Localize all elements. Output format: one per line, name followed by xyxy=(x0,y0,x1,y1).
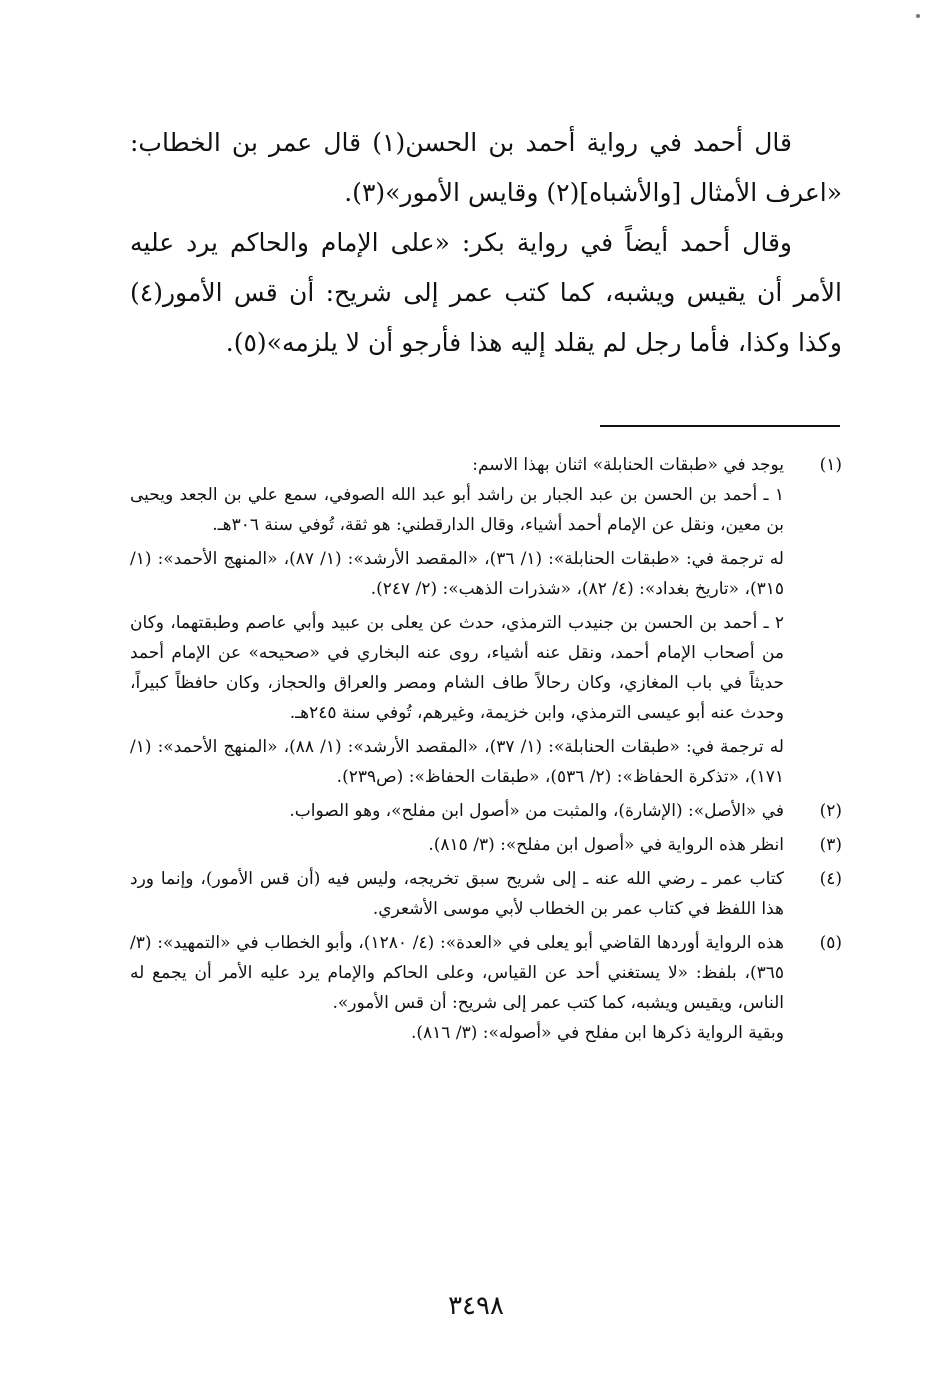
footnote-text: وبقية الرواية ذكرها ابن مفلح في «أصوله»: (٣/ ٨١٦). xyxy=(411,1023,784,1043)
footnote-text: في «الأصل»: (الإشارة)، والمثبت من «أصول ابن مفلح»، وهو الصواب. xyxy=(289,801,784,821)
scan-mark xyxy=(916,14,920,18)
footnote-number: (٥) xyxy=(819,933,842,953)
main-paragraph: وقال أحمد أيضاً في رواية بكر: «على الإمام والحاكم يرد عليه الأمر أن يقيس ويشبه، كما كتب عمر إلى شريح: أن قس الأمور(٤) وكذا وكذا، فأما رجل لم يقلد إليه هذا فأرجو أن لا يلزمه»(٥). xyxy=(130,228,842,357)
footnote-number: (٤) xyxy=(819,869,842,889)
footnote-divider xyxy=(600,425,840,427)
footnote-3 xyxy=(130,830,842,860)
footnote-text: هذه الرواية أوردها القاضي أبو يعلى في «العدة»: (٤/ ١٢٨٠)، وأبو الخطاب في «التمهيد»: (٣/ ٣٦٥)، بلفظ: «لا يستغني أحد عن القياس، وعلى الحاكم والإمام يرد عليه الأمر أن يجمع له الناس، ويقيس ويشبه، كما كتب عمر إلى شريح: أن قس الأمور». xyxy=(130,933,784,1013)
footnote-text: انظر هذه الرواية في «أصول ابن مفلح»: (٣/ ٨١٥). xyxy=(428,835,784,855)
footnote-text: له ترجمة في: «طبقات الحنابلة»: (١/ ٣٦)، «المقصد الأرشد»: (١/ ٨٧)، «المنهج الأحمد»: (١/ ٣١٥)، «تاريخ بغداد»: (٤/ ٨٢)، «شذرات الذهب»: (٢/ ٢٤٧). xyxy=(130,549,784,599)
footnote-1 xyxy=(130,450,842,792)
footnote-number: (٣) xyxy=(819,835,842,855)
footnote-number: (١) xyxy=(819,455,842,475)
footnotes xyxy=(130,450,842,1048)
footnote-text: يوجد في «طبقات الحنابلة» اثنان بهذا الاسم: xyxy=(472,455,784,475)
footnote-5 xyxy=(130,928,842,1048)
main-paragraph: قال أحمد في رواية أحمد بن الحسن(١) قال عمر بن الخطاب: «اعرف الأمثال [والأشباه](٢) وقايس الأمور»(٣). xyxy=(130,128,842,207)
footnote-text: ٢ ـ أحمد بن الحسن بن جنيدب الترمذي، حدث عن يعلى بن عبيد وأبي عاصم وطبقتهما، وكان من أصحاب الإمام أحمد، ونقل عنه أشياء، روى عنه البخاري في «صحيحه» عن الإمام أحمد حديثاً في باب المغازي، وكان رحالاً طاف الشام ومصر والعراق والحجاز، وكان حافظاً كبيراً، وحدث عنه أبو عيسى الترمذي، وابن خزيمة، وغيرهم، تُوفي سنة ٢٤٥هـ. xyxy=(130,613,784,723)
footnote-2 xyxy=(130,796,842,826)
footnote-number: (٢) xyxy=(819,801,842,821)
footnote-text: ١ ـ أحمد بن الحسن بن عبد الجبار بن راشد أبو عبد الله الصوفي، سمع علي بن الجعد ويحيى بن معين، ونقل عن الإمام أحمد أشياء، وقال الدارقطني: هو ثقة، تُوفي سنة ٣٠٦هـ. xyxy=(130,485,784,535)
footnote-text: له ترجمة في: «طبقات الحنابلة»: (١/ ٣٧)، «المقصد الأرشد»: (١/ ٨٨)، «المنهج الأحمد»: (١/ ١٧١)، «تذكرة الحفاظ»: (٢/ ٥٣٦)، «طبقات الحفاظ»: (ص٢٣٩). xyxy=(130,737,784,787)
footnote-text: كتاب عمر ـ رضي الله عنه ـ إلى شريح سبق تخريجه، وليس فيه (أن قس الأمور)، وإنما ورد هذا اللفظ في كتاب عمر بن الخطاب لأبي موسى الأشعري. xyxy=(130,869,784,919)
main-text xyxy=(130,118,842,368)
page-number: ٣٤٩٨ xyxy=(448,1291,504,1321)
footnote-4 xyxy=(130,864,842,924)
